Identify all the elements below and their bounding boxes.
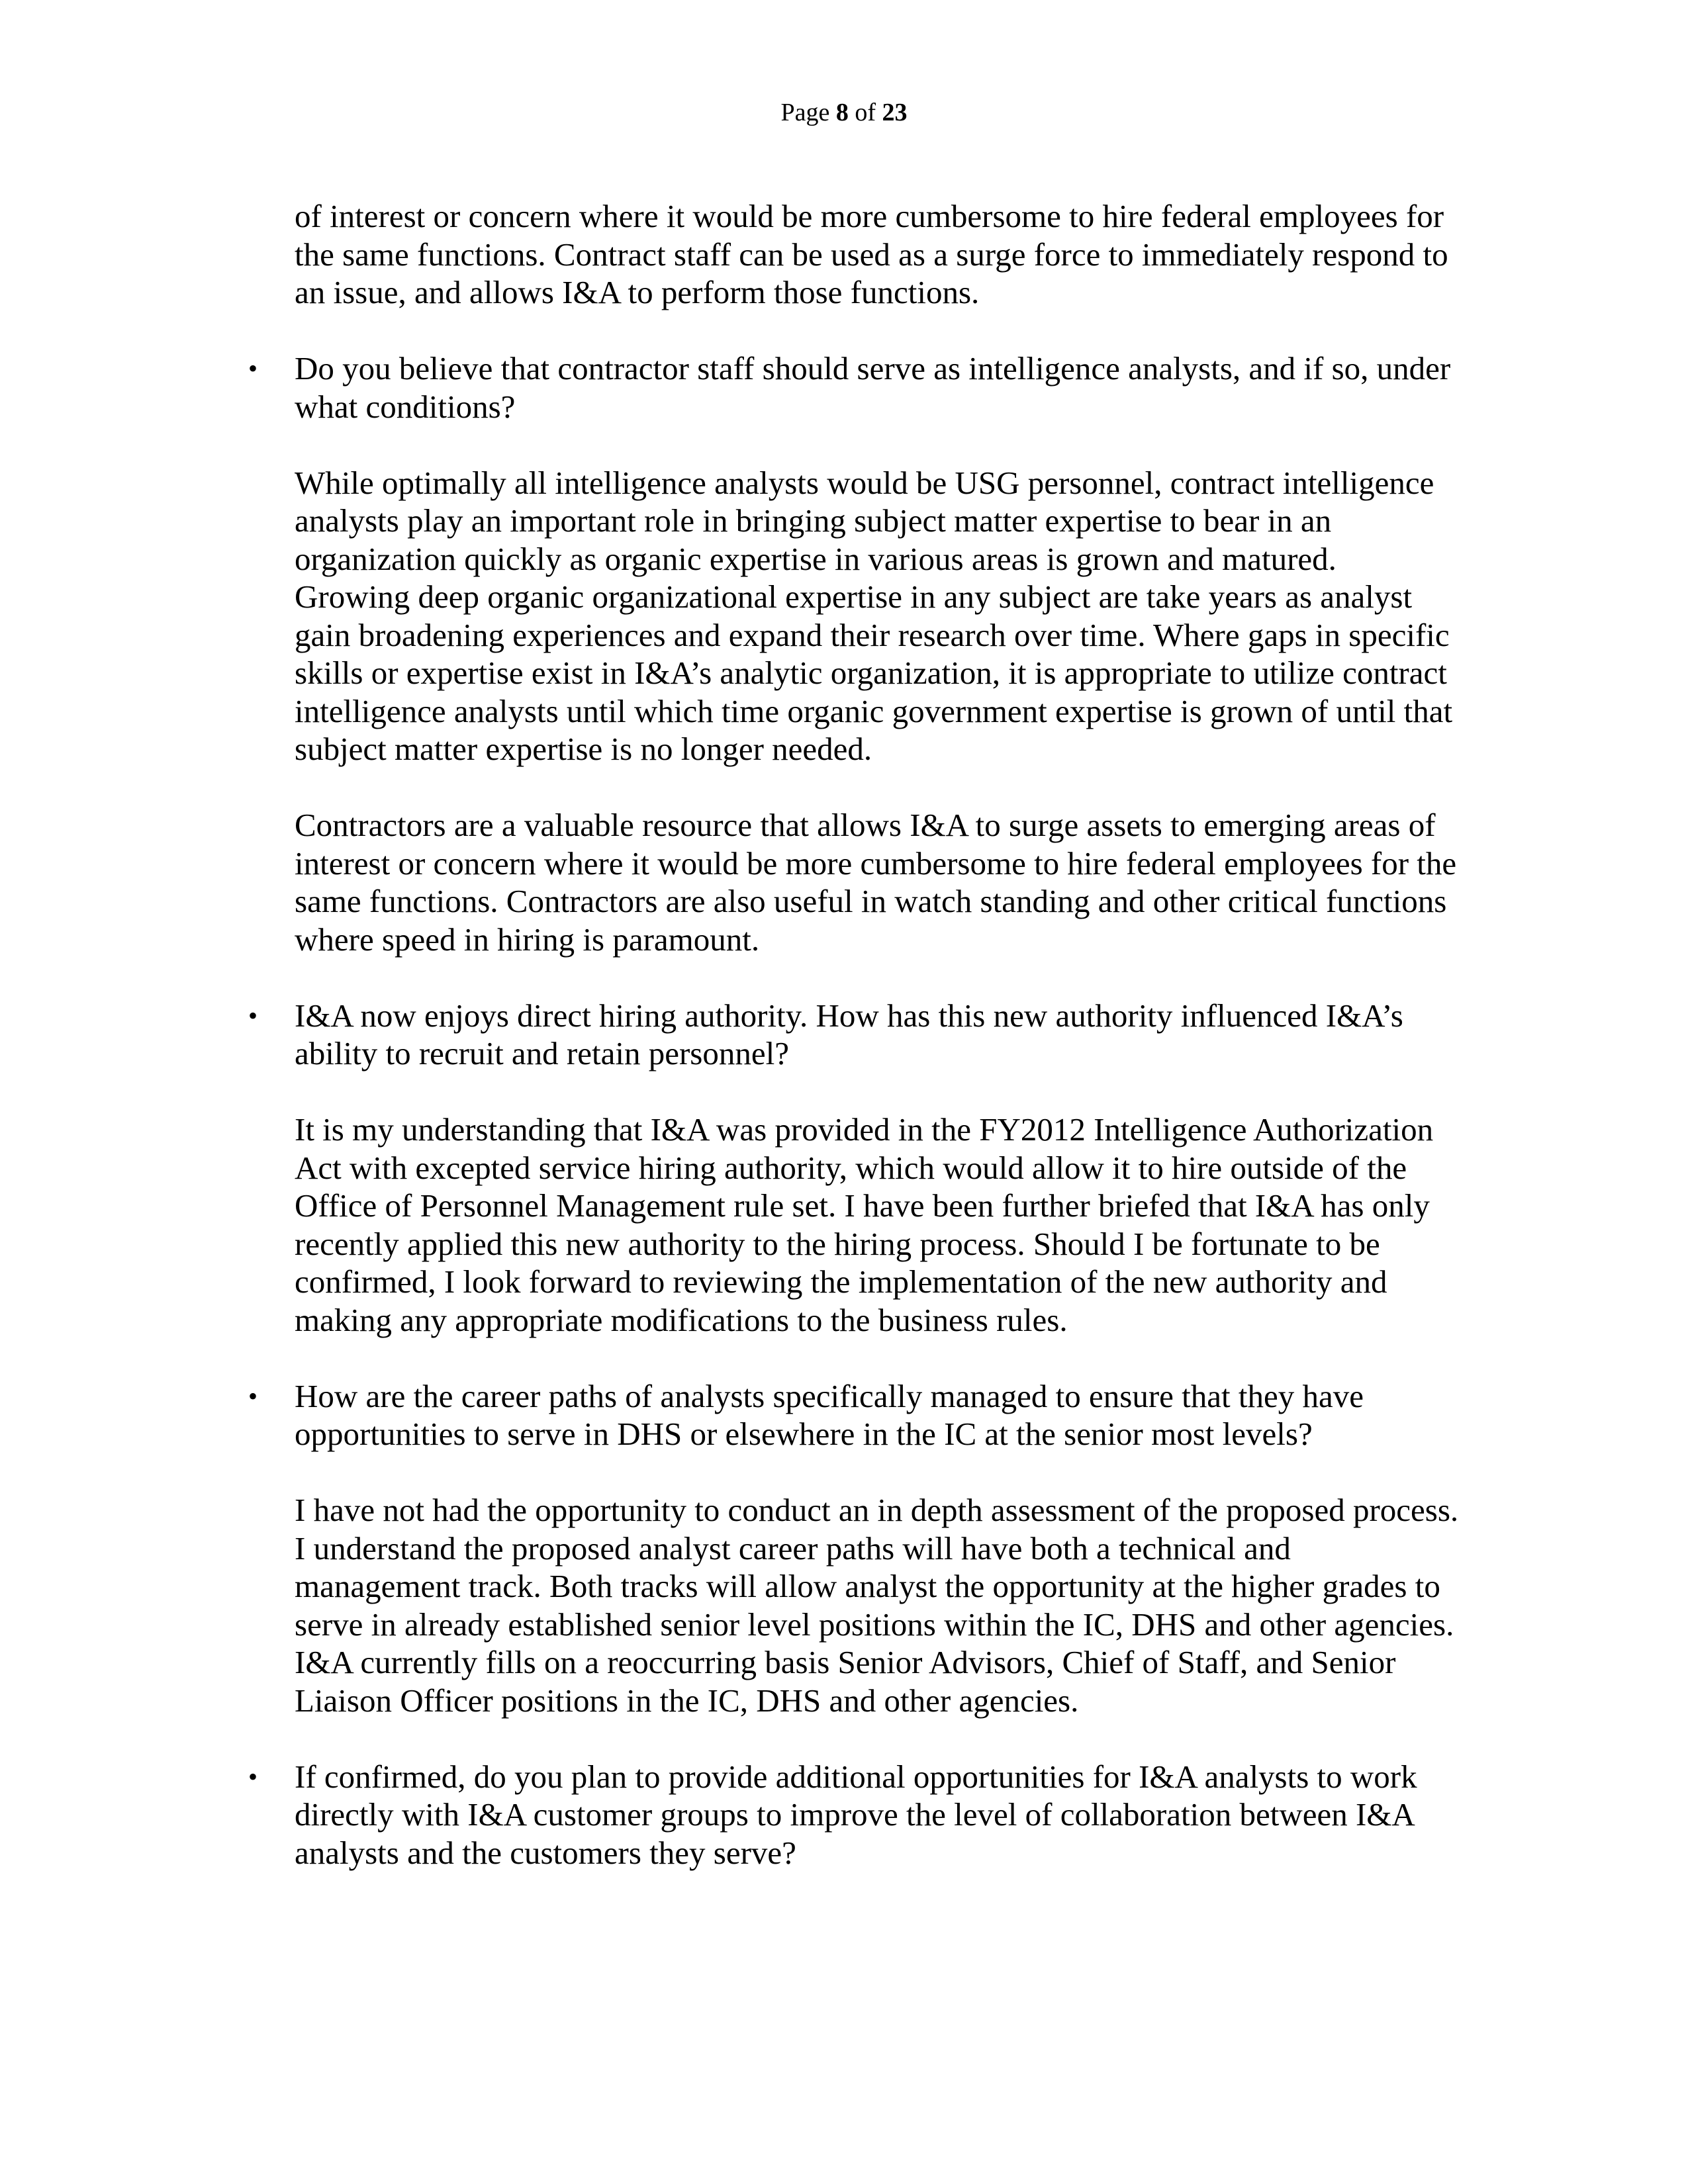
text-line: Office of Personnel Management rule set. I have been further briefed that I&A has only: [295, 1187, 1430, 1224]
text-line: the same functions. Contract staff can be used as a surge force to immediately respond to: [295, 236, 1448, 273]
answer-paragraph: [295, 806, 1483, 958]
document-body: [248, 197, 1483, 1910]
question-bullet: [248, 349, 1483, 426]
text-line: making any appropriate modifications to the business rules.: [295, 1301, 1068, 1338]
text-line: Growing deep organic organizational expertise in any subject are take years as analyst: [295, 578, 1413, 615]
text-line: ability to recruit and retain personnel?: [295, 1035, 789, 1071]
text-line: gain broadening experiences and expand their research over time. Where gaps in specific: [295, 616, 1450, 653]
text-line: How are the career paths of analysts specifically managed to ensure that they have: [295, 1377, 1364, 1414]
text-line: directly with I&A customer groups to improve the level of collaboration between I&A: [295, 1796, 1415, 1833]
question-bullet: [248, 1377, 1483, 1453]
page-header: [0, 93, 1688, 132]
total-page-count: 23: [882, 99, 908, 126]
text-line: what conditions?: [295, 388, 516, 425]
text-line: I&A now enjoys direct hiring authority. How has this new authority influenced I&A’s: [295, 997, 1403, 1034]
bullet-icon: •: [248, 353, 258, 383]
answer-paragraph: [295, 1111, 1483, 1339]
text-line: I&A currently fills on a reoccurring basis Senior Advisors, Chief of Staff, and Senior: [295, 1644, 1396, 1680]
text-line: analysts and the customers they serve?: [295, 1834, 796, 1871]
question-bullet: [248, 997, 1483, 1073]
answer-paragraph: [295, 197, 1483, 312]
text-line: serve in already established senior level positions within the IC, DHS and other agencies.: [295, 1606, 1454, 1643]
text-line: It is my understanding that I&A was provided in the FY2012 Intelligence Authorization: [295, 1111, 1434, 1148]
text-line: Do you believe that contractor staff should serve as intelligence analysts, and if so, under: [295, 350, 1451, 387]
text-line: I understand the proposed analyst career paths will have both a technical and: [295, 1529, 1291, 1567]
text-line: management track. Both tracks will allow analyst the opportunity at the higher grades to: [295, 1568, 1440, 1604]
current-page-number: 8: [835, 99, 849, 126]
text-line: subject matter expertise is no longer needed.: [295, 731, 872, 767]
bullet-icon: •: [248, 1000, 258, 1030]
text-line: confirmed, I look forward to reviewing the implementation of the new authority and: [295, 1263, 1387, 1300]
answer-paragraph: [295, 464, 1483, 768]
text-line: of interest or concern where it would be more cumbersome to hire federal employees for: [295, 198, 1444, 234]
text-line: an issue, and allows I&A to perform those functions.: [295, 274, 980, 310]
text-line: If confirmed, do you plan to provide additional opportunities for I&A analysts to work: [295, 1758, 1417, 1795]
text-line: Contractors are a valuable resource that allows I&A to surge assets to emerging areas of: [295, 807, 1436, 843]
text-line: skills or expertise exist in I&A’s analytic organization, it is appropriate to utilize contract: [295, 655, 1447, 691]
text-line: While optimally all intelligence analysts would be USG personnel, contract intelligence: [295, 464, 1434, 501]
bullet-icon: •: [248, 1761, 258, 1792]
bullet-icon: •: [248, 1381, 258, 1411]
text-line: interest or concern where it would be more cumbersome to hire federal employees for the: [295, 844, 1457, 882]
page-label: Page: [780, 99, 830, 126]
text-line: Liaison Officer positions in the IC, DHS and other agencies.: [295, 1682, 1079, 1719]
question-bullet: [248, 1758, 1483, 1872]
text-line: Act with excepted service hiring authority, which would allow it to hire outside of the: [295, 1149, 1407, 1186]
text-line: same functions. Contractors are also useful in watch standing and other critical functions: [295, 883, 1447, 919]
answer-paragraph: [295, 1491, 1483, 1719]
text-line: analysts play an important role in bringing subject matter expertise to bear in an: [295, 502, 1332, 539]
text-line: recently applied this new authority to the hiring process. Should I be fortunate to be: [295, 1225, 1380, 1262]
page-of-label: of: [855, 99, 876, 126]
text-line: organization quickly as organic expertise in various areas is grown and matured.: [295, 540, 1336, 577]
text-line: intelligence analysts until which time organic government expertise is grown of until that: [295, 692, 1453, 729]
text-line: opportunities to serve in DHS or elsewhere in the IC at the senior most levels?: [295, 1416, 1313, 1452]
text-line: where speed in hiring is paramount.: [295, 921, 760, 958]
text-line: I have not had the opportunity to conduct an in depth assessment of the proposed process.: [295, 1492, 1459, 1528]
